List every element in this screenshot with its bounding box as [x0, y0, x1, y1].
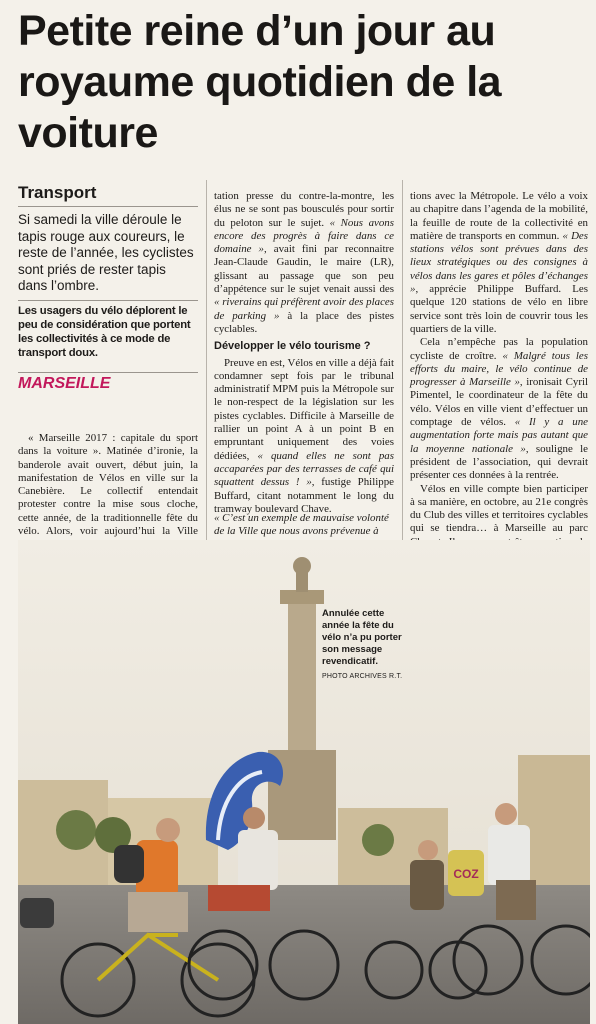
paragraph [214, 357, 394, 517]
text: tions avec la Métropole. Le vélo a voix au chapitre dans l’agenda de la mobilité, la feuille de route de la collectivité en matière de transports en commun. [410, 190, 588, 242]
column-divider [206, 180, 207, 540]
text: , avait fini par reconnaitre Jean-Claude Gaudin, le maire (LR), glissant au passage que son peu d’appétence sur le sujet venait aussi des [214, 243, 394, 296]
quote: « C’est un exemple de mauvaise volonté de la Ville que nous avons prévenue à [214, 512, 389, 538]
text: à la place des pistes cyclables. [214, 309, 394, 335]
quote: « Malgré tous les efforts du maire, le vélo continue de progresser à Marseille » [410, 349, 588, 389]
text: , fustige Philippe Buffard, citant notamment le long du tramway boulevard Chave. [214, 476, 394, 515]
sign-text: COZ [453, 867, 479, 881]
quote: « quand elles ne sont pas accaparées par des terrasses de café qui squattent dessus ! » [214, 449, 394, 489]
cyclists-photo [18, 540, 590, 1024]
pull-quote: Les usagers du vélo déplorent le peu de considération que portent les collectivités à ce mode de transport doux. [18, 300, 198, 360]
paragraph [410, 190, 588, 336]
caption-text: Annulée cette année la fête du vélo n’a pu porter son message revendicatif. [322, 608, 402, 667]
standfirst: Si samedi la ville déroule le tapis rouge aux coureurs, le reste de l’année, les cyclistes sont priés de rester tapis dans l’ombre. [18, 212, 194, 293]
paragraph [410, 336, 588, 482]
text: Preuve en est, Vélos en ville a déjà fait condamner sept fois par le tribunal administratif MPM puis la Métropole sur le non-respect de la législation sur les pistes cyclables. Difficile à Marseille de rallier un point A à un point B en empruntant uniquement des voies dédiées, [214, 356, 394, 462]
text: , apprécie Philippe Buffard. Les quelque 120 stations de vélo en libre service sont très loin de couvrir tous les quartiers de la ville. [410, 283, 588, 335]
subheading: Développer le vélo tourisme ? [214, 340, 371, 353]
photo-caption [322, 608, 404, 683]
quote: « riverains qui préfèrent avoir des places de parking » [214, 296, 394, 322]
text: Vélos en ville compte bien participer à sa manière, en octobre, au 21e congrès du Club des villes et territoires cyclables qui se tiendra… à Marseille au parc [410, 482, 588, 535]
article-column-2 [214, 190, 394, 516]
text: , ironisait Cyril Pimentel, le coordinateur de la fête du vélo. Vélos en ville vient d’effectuer un comptage de vélos. [410, 376, 588, 429]
text: Cela n’empêche pas la population cycliste de croître. [410, 336, 588, 362]
text: , souligne le président de l’association, qui devrait présenter ces données à la rentrée. [410, 442, 588, 482]
column-divider [402, 180, 403, 540]
quote: « Nous avons encore des progrès à faire dans ce domaine » [214, 216, 394, 256]
text: tation presse du contre-la-montre, les élus ne se sont pas bousculés pour sortir du peloton sur le sujet. [214, 190, 394, 229]
section-label: Transport [18, 183, 198, 207]
quote: « Des stations vélos sont prévues dans des lieux stratégiques ou des consignes à vélos dans les gares et pôles d’échanges » [410, 229, 589, 296]
paragraph [214, 190, 394, 336]
photo-credit: PHOTO ARCHIVES R.T. [322, 673, 403, 680]
dateline: MARSEILLE [18, 372, 198, 393]
paragraph: « Marseille 2017 : capitale du sport dans la voiture ». Matinée d’ironie, la banderole avait ouvert, début juin, la manifestation de Vélos en ville sur la Canebière. Le collectif entendait protester contre la mise sous cloche, cette année, de la traditionnelle fête du vélo. Alors, voir aujourd’hui la Ville [18, 432, 198, 538]
quote: « Il y a une augmentation forte mais pas autant que la moyenne nationale » [410, 416, 588, 455]
headline: Petite reine d’un jour au royaume quotidien de la voiture [18, 7, 502, 157]
